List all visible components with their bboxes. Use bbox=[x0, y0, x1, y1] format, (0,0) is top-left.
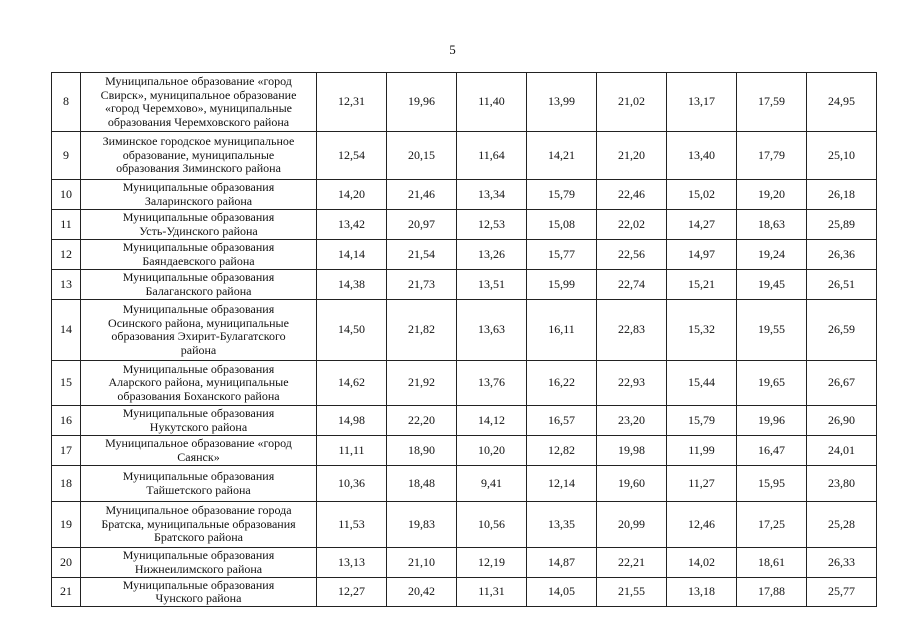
value-cell: 17,79 bbox=[737, 132, 807, 180]
value-cell: 15,79 bbox=[667, 406, 737, 436]
value-cell: 23,20 bbox=[597, 406, 667, 436]
row-number: 21 bbox=[52, 578, 81, 607]
table-row bbox=[52, 240, 877, 270]
value-cell: 22,74 bbox=[597, 270, 667, 300]
value-cell: 17,88 bbox=[737, 578, 807, 607]
value-cell: 15,79 bbox=[527, 180, 597, 210]
value-cell: 26,18 bbox=[807, 180, 877, 210]
value-cell: 22,02 bbox=[597, 210, 667, 240]
value-cell: 14,38 bbox=[317, 270, 387, 300]
value-cell: 14,05 bbox=[527, 578, 597, 607]
value-cell: 10,36 bbox=[317, 466, 387, 502]
value-cell: 21,20 bbox=[597, 132, 667, 180]
table-row bbox=[52, 406, 877, 436]
page-number: 5 bbox=[449, 42, 456, 57]
value-cell: 16,22 bbox=[527, 361, 597, 406]
table-row bbox=[52, 436, 877, 466]
value-cell: 22,83 bbox=[597, 300, 667, 361]
value-cell: 13,26 bbox=[457, 240, 527, 270]
value-cell: 12,53 bbox=[457, 210, 527, 240]
value-cell: 14,21 bbox=[527, 132, 597, 180]
row-number: 12 bbox=[52, 240, 81, 270]
value-cell: 18,63 bbox=[737, 210, 807, 240]
value-cell: 9,41 bbox=[457, 466, 527, 502]
value-cell: 13,51 bbox=[457, 270, 527, 300]
value-cell: 13,34 bbox=[457, 180, 527, 210]
value-cell: 12,14 bbox=[527, 466, 597, 502]
value-cell: 10,20 bbox=[457, 436, 527, 466]
municipality-name: Муниципальное образование «город Свирск», муниципальное образование «город Черемхово», муниципальные образования Черемховского района bbox=[81, 73, 317, 132]
value-cell: 11,99 bbox=[667, 436, 737, 466]
municipality-name: Муниципальное образование «город Саянск» bbox=[81, 436, 317, 466]
value-cell: 14,50 bbox=[317, 300, 387, 361]
value-cell: 14,27 bbox=[667, 210, 737, 240]
value-cell: 13,76 bbox=[457, 361, 527, 406]
tariff-table bbox=[51, 72, 877, 607]
value-cell: 12,82 bbox=[527, 436, 597, 466]
value-cell: 26,59 bbox=[807, 300, 877, 361]
row-number: 19 bbox=[52, 502, 81, 548]
municipality-name: Муниципальные образования Балаганского района bbox=[81, 270, 317, 300]
value-cell: 13,13 bbox=[317, 548, 387, 578]
value-cell: 13,18 bbox=[667, 578, 737, 607]
value-cell: 14,62 bbox=[317, 361, 387, 406]
row-number: 14 bbox=[52, 300, 81, 361]
value-cell: 22,56 bbox=[597, 240, 667, 270]
value-cell: 22,46 bbox=[597, 180, 667, 210]
value-cell: 13,40 bbox=[667, 132, 737, 180]
table-row bbox=[52, 300, 877, 361]
value-cell: 12,19 bbox=[457, 548, 527, 578]
municipality-name: Зиминское городское муниципальное образование, муниципальные образования Зиминского района bbox=[81, 132, 317, 180]
value-cell: 14,98 bbox=[317, 406, 387, 436]
municipality-name: Муниципальное образование города Братска, муниципальные образования Братского района bbox=[81, 502, 317, 548]
value-cell: 23,80 bbox=[807, 466, 877, 502]
value-cell: 14,02 bbox=[667, 548, 737, 578]
municipality-name: Муниципальные образования Аларского района, муниципальные образования Боханского района bbox=[81, 361, 317, 406]
row-number: 11 bbox=[52, 210, 81, 240]
value-cell: 13,17 bbox=[667, 73, 737, 132]
value-cell: 11,64 bbox=[457, 132, 527, 180]
value-cell: 19,55 bbox=[737, 300, 807, 361]
table-body bbox=[52, 73, 877, 607]
municipality-name: Муниципальные образования Заларинского района bbox=[81, 180, 317, 210]
value-cell: 16,11 bbox=[527, 300, 597, 361]
row-number: 8 bbox=[52, 73, 81, 132]
value-cell: 15,21 bbox=[667, 270, 737, 300]
value-cell: 16,57 bbox=[527, 406, 597, 436]
value-cell: 17,25 bbox=[737, 502, 807, 548]
row-number: 16 bbox=[52, 406, 81, 436]
value-cell: 24,01 bbox=[807, 436, 877, 466]
value-cell: 15,99 bbox=[527, 270, 597, 300]
value-cell: 26,36 bbox=[807, 240, 877, 270]
value-cell: 22,20 bbox=[387, 406, 457, 436]
value-cell: 11,27 bbox=[667, 466, 737, 502]
value-cell: 21,10 bbox=[387, 548, 457, 578]
municipality-name: Муниципальные образования Баяндаевского района bbox=[81, 240, 317, 270]
municipality-name: Муниципальные образования Усть-Удинского района bbox=[81, 210, 317, 240]
value-cell: 18,61 bbox=[737, 548, 807, 578]
value-cell: 21,02 bbox=[597, 73, 667, 132]
value-cell: 25,77 bbox=[807, 578, 877, 607]
value-cell: 20,97 bbox=[387, 210, 457, 240]
row-number: 20 bbox=[52, 548, 81, 578]
value-cell: 15,32 bbox=[667, 300, 737, 361]
value-cell: 20,15 bbox=[387, 132, 457, 180]
value-cell: 14,12 bbox=[457, 406, 527, 436]
value-cell: 19,83 bbox=[387, 502, 457, 548]
row-number: 18 bbox=[52, 466, 81, 502]
value-cell: 13,99 bbox=[527, 73, 597, 132]
table-row bbox=[52, 361, 877, 406]
value-cell: 15,02 bbox=[667, 180, 737, 210]
municipality-name: Муниципальные образования Осинского района, муниципальные образования Эхирит-Булагатского района bbox=[81, 300, 317, 361]
table-row bbox=[52, 578, 877, 607]
value-cell: 20,99 bbox=[597, 502, 667, 548]
value-cell: 19,65 bbox=[737, 361, 807, 406]
value-cell: 19,60 bbox=[597, 466, 667, 502]
value-cell: 15,95 bbox=[737, 466, 807, 502]
value-cell: 13,42 bbox=[317, 210, 387, 240]
value-cell: 18,48 bbox=[387, 466, 457, 502]
value-cell: 19,98 bbox=[597, 436, 667, 466]
value-cell: 13,63 bbox=[457, 300, 527, 361]
value-cell: 22,21 bbox=[597, 548, 667, 578]
value-cell: 19,96 bbox=[387, 73, 457, 132]
value-cell: 21,55 bbox=[597, 578, 667, 607]
table-row bbox=[52, 502, 877, 548]
municipality-name: Муниципальные образования Нижнеилимского района bbox=[81, 548, 317, 578]
value-cell: 14,14 bbox=[317, 240, 387, 270]
value-cell: 15,77 bbox=[527, 240, 597, 270]
table-row bbox=[52, 548, 877, 578]
value-cell: 25,28 bbox=[807, 502, 877, 548]
value-cell: 16,47 bbox=[737, 436, 807, 466]
row-number: 10 bbox=[52, 180, 81, 210]
value-cell: 11,11 bbox=[317, 436, 387, 466]
table-row bbox=[52, 180, 877, 210]
row-number: 17 bbox=[52, 436, 81, 466]
value-cell: 25,10 bbox=[807, 132, 877, 180]
value-cell: 19,20 bbox=[737, 180, 807, 210]
value-cell: 21,54 bbox=[387, 240, 457, 270]
value-cell: 17,59 bbox=[737, 73, 807, 132]
value-cell: 19,45 bbox=[737, 270, 807, 300]
value-cell: 12,54 bbox=[317, 132, 387, 180]
value-cell: 26,33 bbox=[807, 548, 877, 578]
value-cell: 12,27 bbox=[317, 578, 387, 607]
value-cell: 26,67 bbox=[807, 361, 877, 406]
value-cell: 15,44 bbox=[667, 361, 737, 406]
municipality-name: Муниципальные образования Чунского района bbox=[81, 578, 317, 607]
value-cell: 15,08 bbox=[527, 210, 597, 240]
value-cell: 22,93 bbox=[597, 361, 667, 406]
value-cell: 25,89 bbox=[807, 210, 877, 240]
value-cell: 20,42 bbox=[387, 578, 457, 607]
table-row bbox=[52, 73, 877, 132]
value-cell: 11,40 bbox=[457, 73, 527, 132]
value-cell: 19,24 bbox=[737, 240, 807, 270]
value-cell: 19,96 bbox=[737, 406, 807, 436]
value-cell: 24,95 bbox=[807, 73, 877, 132]
value-cell: 13,35 bbox=[527, 502, 597, 548]
value-cell: 18,90 bbox=[387, 436, 457, 466]
value-cell: 21,46 bbox=[387, 180, 457, 210]
value-cell: 26,90 bbox=[807, 406, 877, 436]
value-cell: 10,56 bbox=[457, 502, 527, 548]
row-number: 9 bbox=[52, 132, 81, 180]
value-cell: 21,92 bbox=[387, 361, 457, 406]
value-cell: 11,53 bbox=[317, 502, 387, 548]
value-cell: 21,73 bbox=[387, 270, 457, 300]
value-cell: 14,87 bbox=[527, 548, 597, 578]
value-cell: 14,20 bbox=[317, 180, 387, 210]
municipality-name: Муниципальные образования Нукутского района bbox=[81, 406, 317, 436]
value-cell: 12,31 bbox=[317, 73, 387, 132]
row-number: 15 bbox=[52, 361, 81, 406]
value-cell: 12,46 bbox=[667, 502, 737, 548]
value-cell: 14,97 bbox=[667, 240, 737, 270]
table-row bbox=[52, 132, 877, 180]
row-number: 13 bbox=[52, 270, 81, 300]
value-cell: 11,31 bbox=[457, 578, 527, 607]
table-row bbox=[52, 466, 877, 502]
value-cell: 26,51 bbox=[807, 270, 877, 300]
table-row bbox=[52, 270, 877, 300]
table-row bbox=[52, 210, 877, 240]
value-cell: 21,82 bbox=[387, 300, 457, 361]
municipality-name: Муниципальные образования Тайшетского района bbox=[81, 466, 317, 502]
